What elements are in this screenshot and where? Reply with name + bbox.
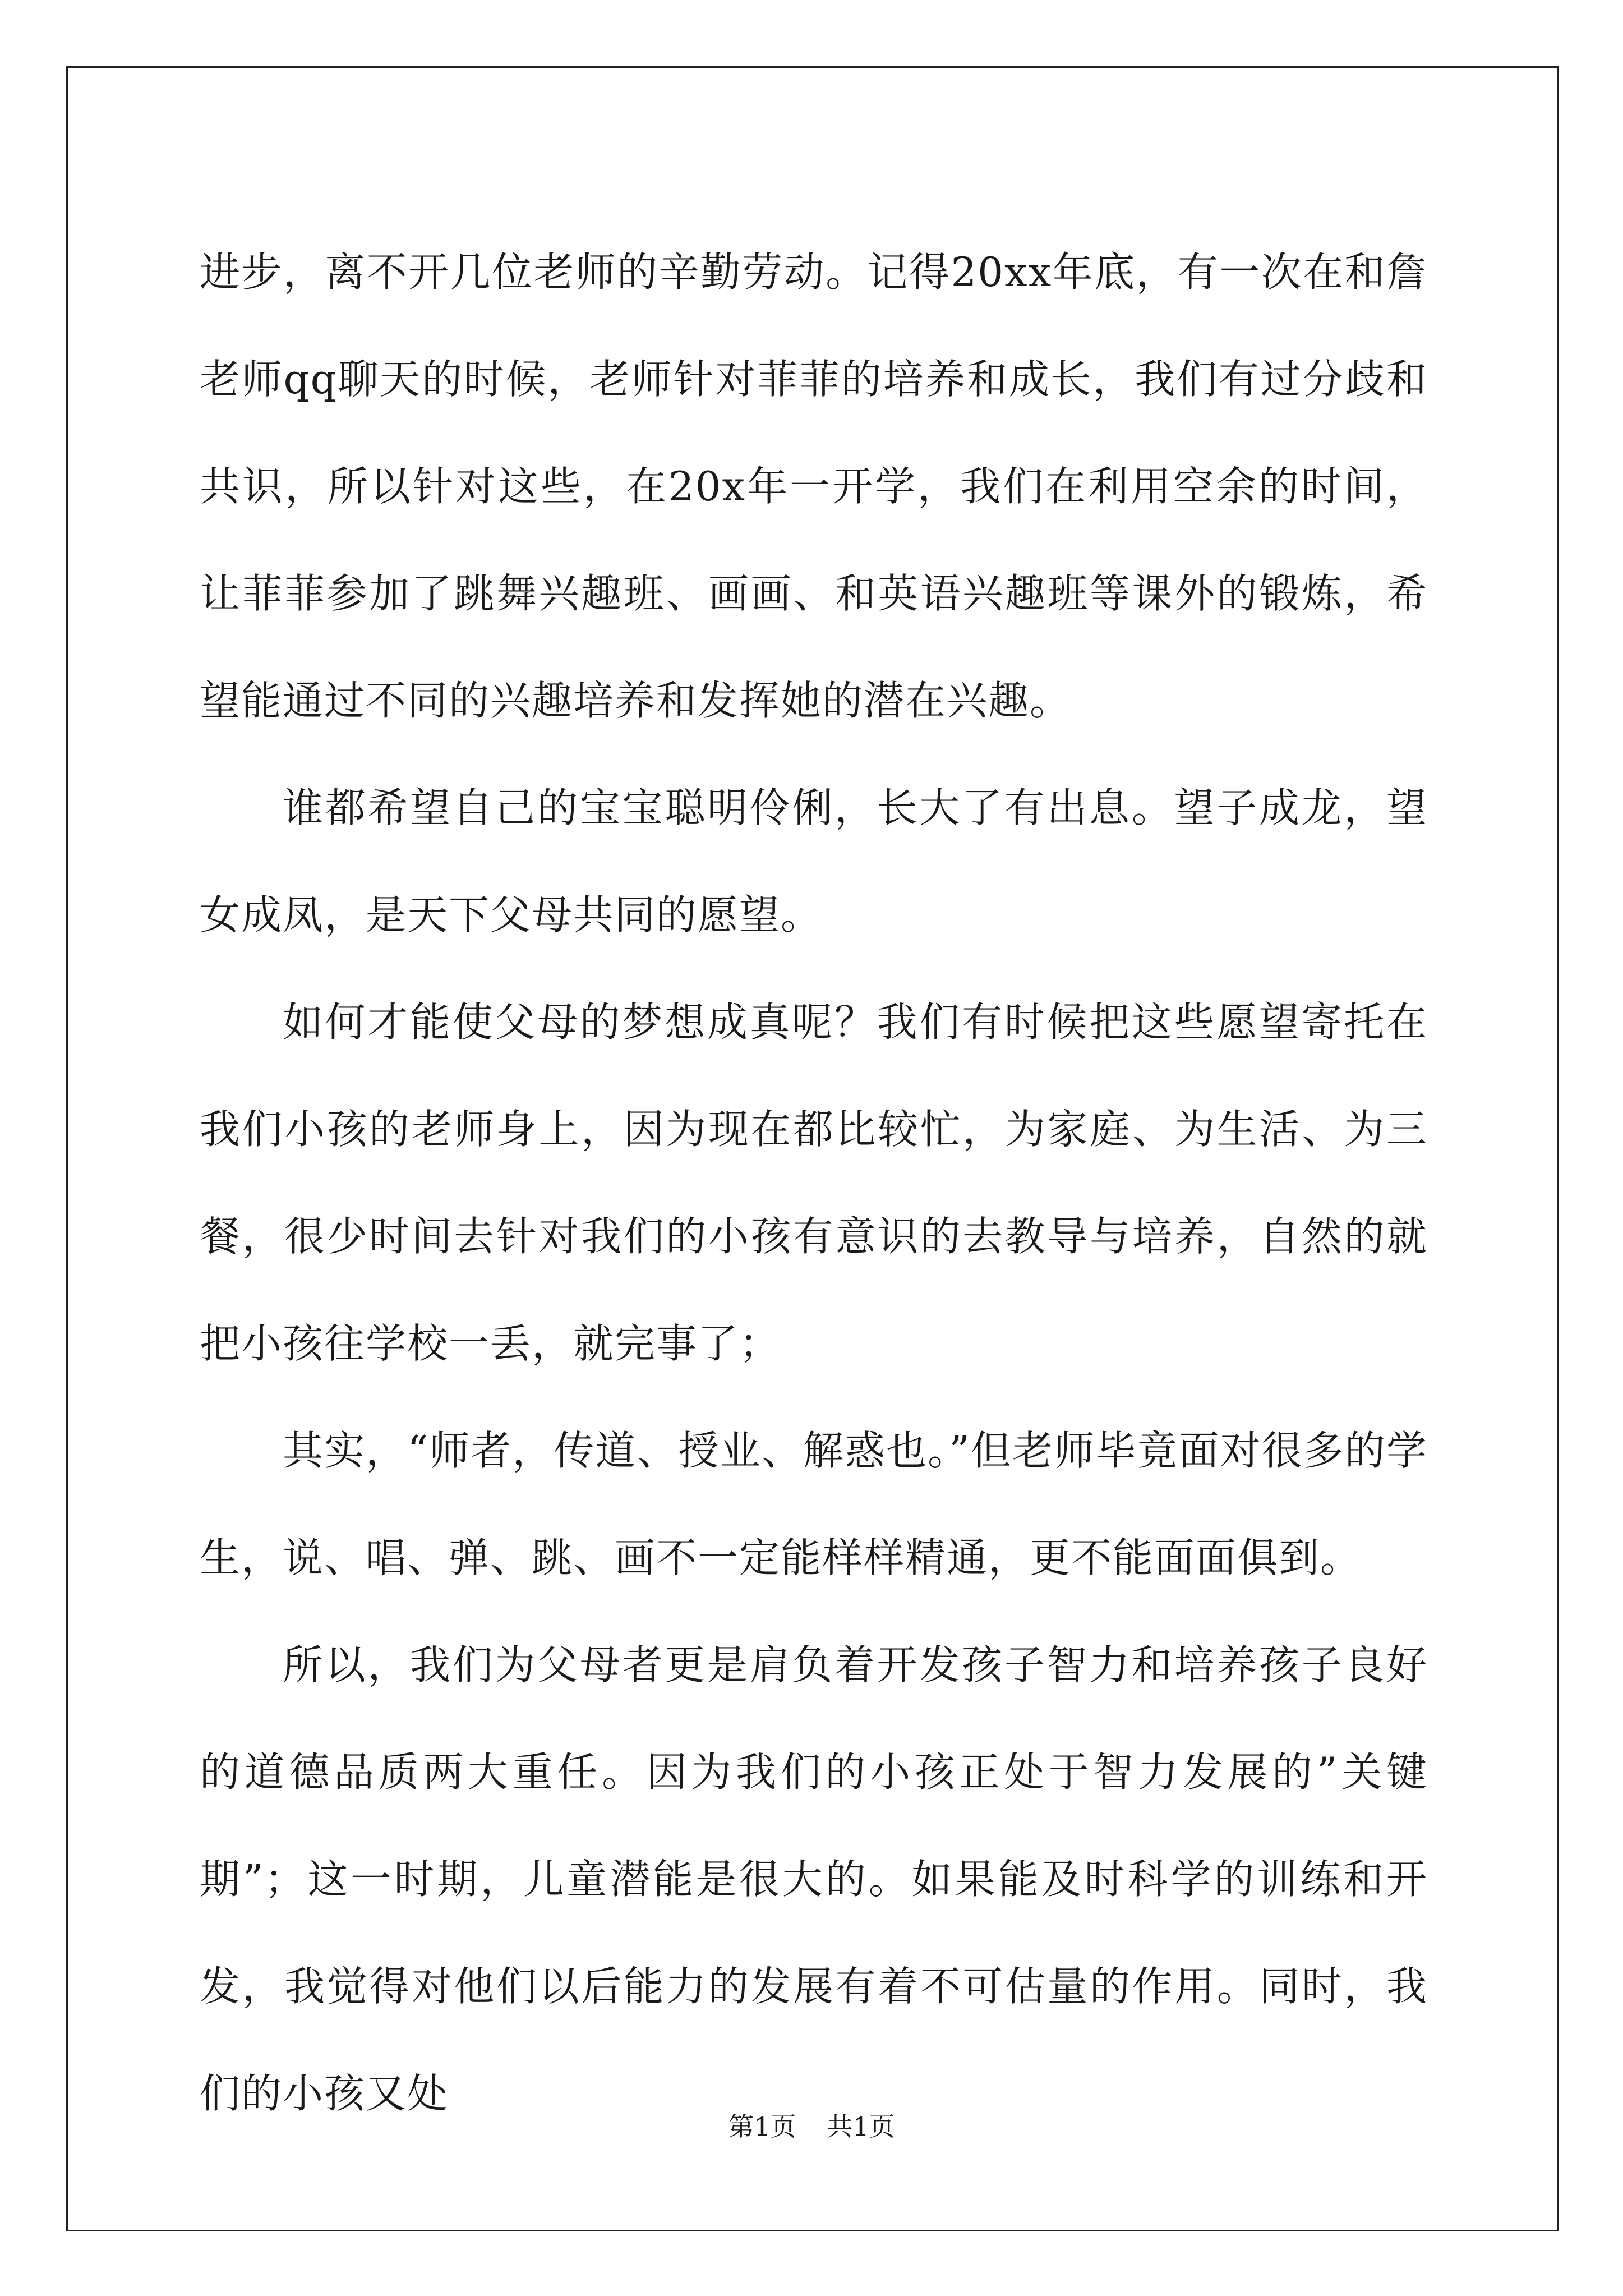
page-number-total: 共1页 (827, 2111, 895, 2142)
page-number-current: 第1页 (728, 2111, 796, 2142)
paragraph-4: 其实，“师者，传道、授业、解惑也。”但老师毕竟面对很多的学生，说、唱、弹、跳、画不一定能样样精通，更不能面面俱到。 (200, 1427, 1428, 1581)
page-footer (0, 2106, 1623, 2143)
paragraph-3: 如何才能使父母的梦想成真呢？我们有时候把这些愿望寄托在我们小孩的老师身上，因为现在都比较忙，为家庭、为生活、为三餐，很少时间去针对我们的小孩有意识的去教导与培养，自然的就把小孩往学校一丢，就完事了； (200, 999, 1428, 1367)
paragraph-1: 进步，离不开几位老师的辛勤劳动。记得20xx年底，有一次在和詹老师qq聊天的时候，老师针对菲菲的培养和成长，我们有过分歧和共识，所以针对这些，在20x年一开学，我们在利用空余的时间，让菲菲参加了跳舞兴趣班、画画、和英语兴趣班等课外的锻炼，希望能通过不同的兴趣培养和发挥她的潜在兴趣。 (200, 249, 1428, 724)
paragraph-2: 谁都希望自己的宝宝聪明伶俐，长大了有出息。望子成龙，望女成凤，是天下父母共同的愿望。 (200, 784, 1428, 938)
paragraph-5: 所以，我们为父母者更是肩负着开发孩子智力和培养孩子良好的道德品质两大重任。因为我们的小孩正处于智力发展的”关键期”；这一时期，儿童潜能是很大的。如果能及时科学的训练和开发，我觉得对他们以后能力的发展有着不可估量的作用。同时，我们的小孩又处 (200, 1641, 1428, 2117)
document-body (200, 219, 1428, 2147)
